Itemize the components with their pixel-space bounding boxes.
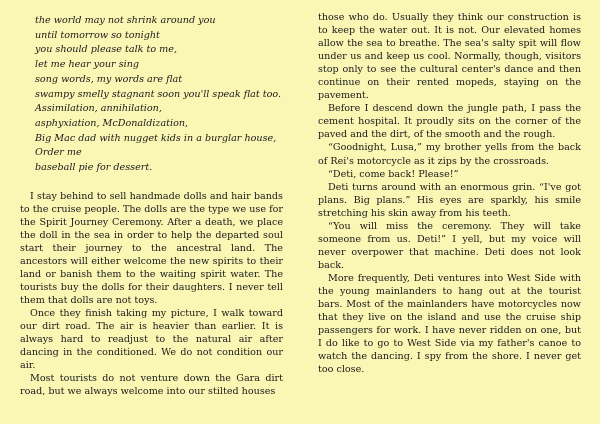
body-paragraph: those who do. Usually they think our construction is to keep the water out. It is not. Our elevated homes allow the sea to breathe. The sea's salty spit will flow under us and keep us cool. Normally, though, visitors stop only to see the cultural center's dance and then continue on their rented mopeds, staying on the pavement. xyxy=(318,12,581,102)
poem-line: song words, my words are flat xyxy=(35,73,183,85)
body-paragraph: I stay behind to sell handmade dolls and hair bands to the cruise people. The dolls are the type we use for the Spirit Journey Ceremony. After a death, we place the doll in the sea in order to help the departed soul start their journey to the ancestral land. The ancestors will either welcome the new spirits to their land or banish them to the waiting spirit water. The tourists buy the dolls for their daughters. I never tell them that dolls are not toys. xyxy=(20,190,283,307)
body-paragraph: Deti turns around with an enormous grin. “I've got plans. Big plans.” His eyes are sparkly, his smile stretching his skin away from his teeth. xyxy=(318,181,581,219)
poem-line: Order me xyxy=(35,147,82,159)
poem-line: let me hear your sing xyxy=(35,59,140,71)
poem-line: Assimilation, annihilation, xyxy=(35,103,162,115)
body-paragraph: Most tourists do not venture down the Gara dirt road, but we always welcome into our stilted houses xyxy=(20,373,283,398)
poem-line: Big Mac dad with nugget kids in a burglar house, xyxy=(35,132,277,144)
right-page xyxy=(318,0,581,376)
body-paragraph: “Goodnight, Lusa,” my brother yells from the back of Rei's motorcycle as it zips by the crossroads. xyxy=(318,142,581,167)
poem-stanza xyxy=(35,14,283,176)
poem-line: you should please talk to me, xyxy=(35,44,178,56)
poem-line: swampy smelly stagnant soon you'll speak flat too. xyxy=(35,88,282,100)
left-page xyxy=(20,0,283,398)
body-paragraph: Before I descend down the jungle path, I pass the cement hospital. It proudly sits on the corner of the paved and the dirt, of the smooth and the rough. xyxy=(318,103,581,141)
body-paragraph: “Deti, come back! Please!” xyxy=(328,168,459,180)
body-paragraph: More frequently, Deti ventures into West Side with the young mainlanders to hang out at the tourist bars. Most of the mainlanders have motorcycles now that they live on the island and use the cruise ship passengers for work. I have never ridden on one, but I do like to go to West Side via my father's canoe to watch the dancing. I spy from the shore. I never get too close. xyxy=(318,272,581,376)
poem-line: asphyxiation, McDonaldization, xyxy=(35,117,189,129)
body-paragraph: Once they finish taking my picture, I walk toward our dirt road. The air is heavier than earlier. It is always hard to readjust to the natural air after dancing in the conditioned. We do not condition our air. xyxy=(20,308,283,372)
poem-line: baseball pie for dessert. xyxy=(35,162,153,174)
poem-line: until tomorrow so tonight xyxy=(35,29,160,41)
poem-line: the world may not shrink around you xyxy=(35,15,216,26)
body-paragraph: “You will miss the ceremony. They will take someone from us. Deti!” I yell, but my voice will never overpower that machine. Deti does not look back. xyxy=(318,220,581,271)
